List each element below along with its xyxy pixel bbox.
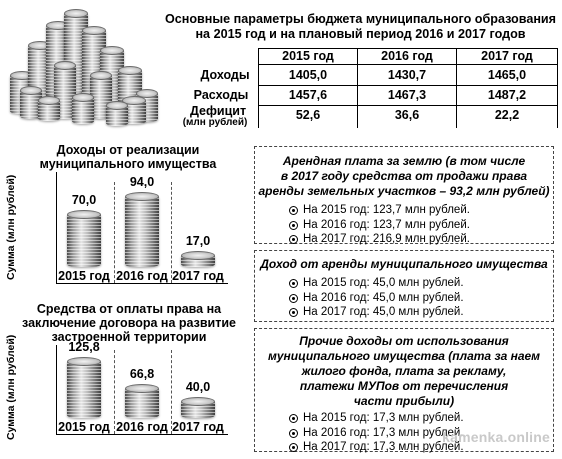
chart1-title-line-1: Доходы от реализации bbox=[56, 143, 200, 157]
chart2-title-line-3: застроенной территории bbox=[51, 330, 207, 344]
title-line-1: Основные параметры бюджета муниципального образования bbox=[164, 12, 557, 26]
bar-value-label: 94,0 bbox=[129, 175, 155, 189]
x-tick-label: 2016 год bbox=[116, 420, 168, 434]
list-item bbox=[255, 411, 553, 426]
list-item-text: На 2016 год: 45,0 млн рублей. bbox=[303, 291, 464, 304]
row-label-deficit: Дефицит bbox=[189, 104, 247, 118]
bar-value-label: 40,0 bbox=[185, 380, 211, 394]
coin-stack-bar bbox=[125, 387, 159, 418]
radio-bullet-icon bbox=[289, 308, 298, 317]
box3-title-line-3: жилого фонда, плата за рекламу, bbox=[301, 364, 507, 378]
box3-title-line-2: муниципального имущества (плата за наем bbox=[267, 349, 541, 363]
row-label-income: Доходы bbox=[200, 68, 250, 82]
list-item bbox=[255, 203, 553, 218]
title-line-2: на 2015 год и на плановый период 2016 и 2017 годов bbox=[195, 27, 526, 41]
income-2015: 1405,0 bbox=[288, 68, 328, 82]
x-tick-label: 2016 год bbox=[116, 269, 168, 283]
table-row-line bbox=[258, 85, 558, 86]
table-row-line bbox=[258, 105, 558, 106]
radio-bullet-icon bbox=[289, 429, 298, 438]
bar-value-label: 66,8 bbox=[129, 367, 155, 381]
info-box-land-rent bbox=[254, 146, 554, 244]
coin-stack bbox=[72, 96, 94, 124]
list-item-text: На 2015 год: 45,0 млн рублей. bbox=[303, 277, 464, 289]
expenses-2016: 1467,3 bbox=[387, 88, 427, 102]
bar-value-label: 125,8 bbox=[68, 340, 100, 354]
radio-bullet-icon bbox=[289, 443, 298, 452]
site-watermark: kamenka.online bbox=[442, 429, 550, 445]
box1-title-line-3: аренды земельных участков – 93,2 млн рублей) bbox=[258, 184, 550, 198]
expenses-2017: 1487,2 bbox=[487, 88, 527, 102]
box3-title-line-1: Прочие доходы от использования bbox=[299, 334, 509, 348]
coin-stack-bar bbox=[181, 400, 215, 418]
row-label-expenses: Расходы bbox=[193, 88, 249, 102]
list-item-text: На 2015 год: 17,3 млн рублей. bbox=[303, 412, 464, 424]
chart1-x-axis bbox=[56, 283, 228, 284]
radio-bullet-icon bbox=[289, 279, 298, 288]
income-2017: 1465,0 bbox=[487, 68, 527, 82]
radio-bullet-icon bbox=[289, 414, 298, 423]
x-tick-label: 2017 год bbox=[172, 269, 224, 283]
coin-stack-bar bbox=[67, 213, 101, 267]
row-sublabel-deficit: (млн рублей) bbox=[182, 117, 248, 128]
chart1-separator bbox=[114, 182, 115, 283]
chart1-title bbox=[28, 143, 228, 171]
list-item-text: На 2015 год: 123,7 млн рублей. bbox=[303, 204, 470, 216]
coin-stack-bar bbox=[181, 254, 215, 267]
list-item bbox=[255, 305, 553, 320]
box3-title-line-5: части прибыли) bbox=[353, 394, 455, 408]
page-title bbox=[163, 12, 558, 42]
list-item bbox=[255, 218, 553, 233]
box2-title bbox=[255, 257, 553, 272]
box1-list bbox=[255, 203, 553, 247]
col-header-2016: 2016 год bbox=[357, 48, 457, 65]
coin-stack-bar bbox=[125, 195, 159, 267]
coin-stack-bar bbox=[67, 360, 101, 418]
list-item-text: На 2017 год: 17,3 млн рублей. bbox=[303, 441, 464, 453]
box3-title-line-4: платежи МУПов от перечисления bbox=[299, 379, 509, 393]
box1-title bbox=[255, 154, 553, 199]
deficit-2016: 36,6 bbox=[394, 108, 420, 122]
chart2-title bbox=[14, 302, 244, 344]
box1-title-line-1: Арендная плата за землю (в том числе bbox=[282, 154, 526, 168]
list-item bbox=[255, 291, 553, 306]
budget-params-table bbox=[170, 48, 558, 128]
x-tick-label: 2015 год bbox=[58, 269, 110, 283]
income-2016: 1430,7 bbox=[387, 68, 427, 82]
chart2-title-line-1: Средства от оплаты права на bbox=[36, 302, 222, 316]
coin-pile-illustration bbox=[2, 4, 162, 134]
chart1-y-axis-label: Сумма (млн рублей) bbox=[5, 174, 17, 280]
radio-bullet-icon bbox=[289, 221, 298, 230]
bar-value-label: 70,0 bbox=[71, 193, 97, 207]
coin-stack bbox=[106, 104, 128, 126]
list-item-text: На 2016 год: 123,7 млн рублей. bbox=[303, 218, 470, 231]
radio-bullet-icon bbox=[289, 206, 298, 215]
coin-stack bbox=[38, 99, 60, 121]
list-item-text: На 2016 год: 17,3 млн рублей. bbox=[303, 426, 464, 439]
radio-bullet-icon bbox=[289, 294, 298, 303]
deficit-2017: 22,2 bbox=[494, 108, 520, 122]
list-item bbox=[255, 276, 553, 291]
chart1-separator bbox=[171, 182, 172, 283]
deficit-2015: 52,6 bbox=[295, 108, 321, 122]
expenses-2015: 1457,6 bbox=[288, 88, 328, 102]
list-item-text: На 2017 год: 216,9 млн рублей. bbox=[303, 233, 470, 245]
list-item-text: На 2017 год: 45,0 млн рублей. bbox=[303, 306, 464, 318]
x-tick-label: 2015 год bbox=[58, 420, 110, 434]
box3-title bbox=[255, 334, 553, 409]
list-item bbox=[255, 232, 553, 247]
box2-title-line-1: Доход от аренды муниципального имущества bbox=[260, 257, 548, 271]
chart1-y-axis bbox=[56, 172, 57, 283]
info-box-property-rent bbox=[254, 250, 554, 322]
x-tick-label: 2017 год bbox=[172, 420, 224, 434]
box1-title-line-2: в 2017 году средства от продажи права bbox=[280, 169, 528, 183]
chart1-title-line-2: муниципального имущества bbox=[39, 157, 217, 171]
bar-value-label: 17,0 bbox=[185, 234, 211, 248]
chart2-x-axis bbox=[56, 434, 228, 435]
box2-list bbox=[255, 276, 553, 320]
col-header-2017: 2017 год bbox=[456, 48, 558, 65]
chart2-y-axis-label: Сумма (млн рублей) bbox=[5, 334, 17, 440]
radio-bullet-icon bbox=[289, 235, 298, 244]
col-header-2015: 2015 год bbox=[258, 48, 358, 65]
chart2-title-line-2: заключение договора на развитие bbox=[22, 316, 236, 330]
